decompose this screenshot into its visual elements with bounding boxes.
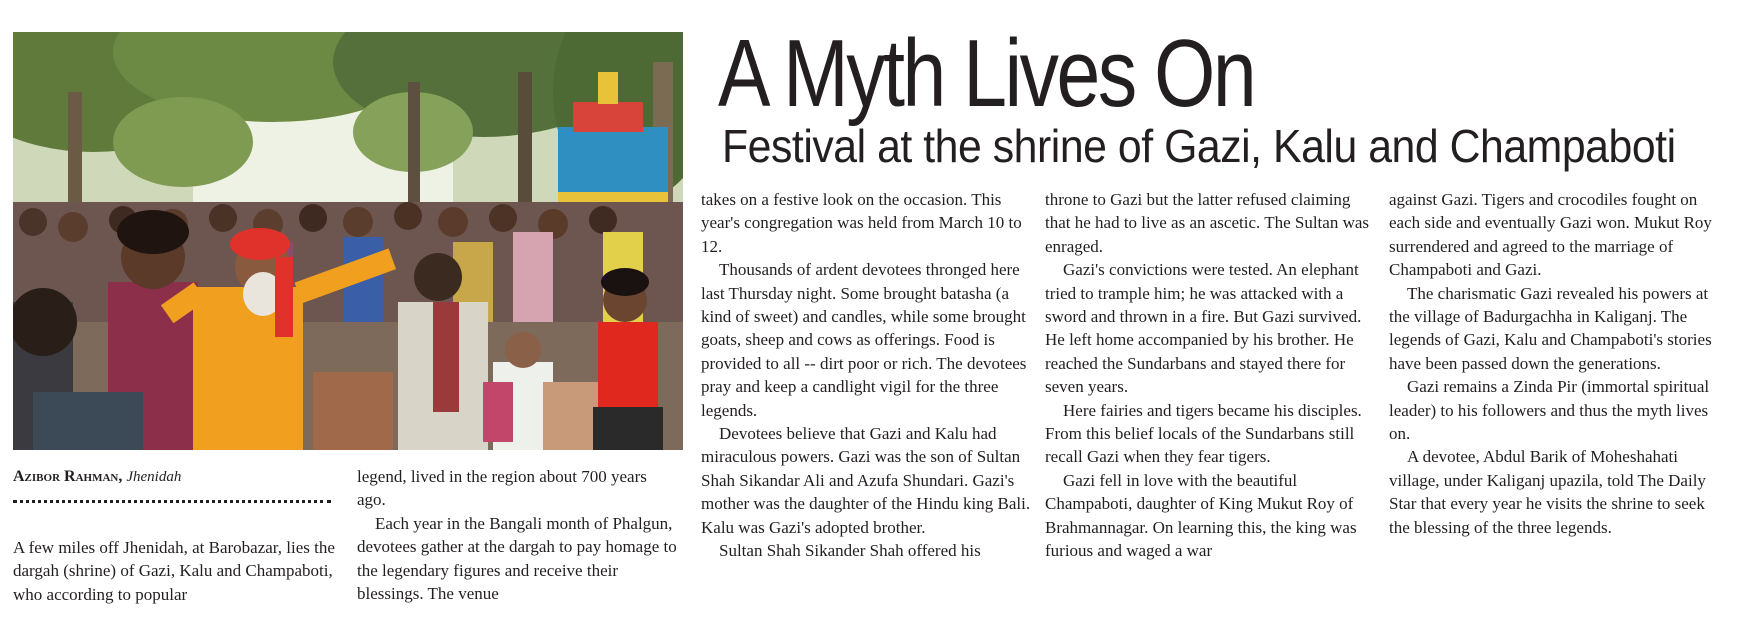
paragraph: takes on a festive look on the occasion. This year's congregation was held from March 10 to 12. — [701, 190, 1022, 256]
paragraph: A few miles off Jhenidah, at Barobazar, lies the dargah (shrine) of Gazi, Kalu and Champaboti, who according to popular — [13, 538, 335, 604]
byline-divider — [13, 500, 331, 503]
paragraph: Each year in the Bangali month of Phalgun, devotees gather at the dargah to pay homage to the legendary figures and receive their blessings. The venue — [357, 513, 677, 604]
paragraph: Thousands of ardent devotees thronged here last Thursday night. Some brought batasha (a kind of sweet) and candles, while some brought goats, sheep and cows as offerings. Food is provided to all -- dirt poor or rich. The devotees pray and keep a candlight vigil for the three legends. — [701, 260, 1027, 420]
paragraph: Here fairies and tigers became his disciples. From this belief locals of the Sundarbans still recall Gazi when they fear tigers. — [1045, 400, 1362, 467]
paragraph: A devotee, Abdul Barik of Moheshahati village, under Kaliganj upazila, told The Daily Star that every year he visits the shrine to seek the blessing of the three legends. — [1389, 447, 1706, 537]
paragraph: Sultan Shah Sikander Shah offered his — [719, 541, 981, 561]
paragraph: Gazi fell in love with the beautiful Champaboti, daughter of King Mukut Roy of Brahmannagar. On learning this, the king was furious and waged a war — [1045, 470, 1357, 561]
author-location: Jhenidah — [126, 469, 182, 485]
paragraph: Devotees believe that Gazi and Kalu had miraculous powers. Gazi was the son of Sultan Shah Sikandar Ali and Azufa Shundari. Gazi's mother was the daughter of the Hindu king Bali. Kalu was Gazi's adopted brother. — [701, 424, 1031, 537]
paragraph: Gazi remains a Zinda Pir (immortal spiritual leader) to his followers and thus the myth lives on. — [1389, 377, 1710, 444]
festival-crowd-illustration — [13, 32, 683, 450]
paragraph: Gazi's convictions were tested. An elephant tried to trample him; he was attacked with a sword and thrown in a fire. But Gazi survived. He left home accompanied by his brother. He reached the Sundarbans and stayed there for seven years. — [1045, 260, 1362, 397]
festival-photo — [13, 32, 683, 450]
article-column-4 — [1045, 188, 1375, 563]
author-name: Azibor Rahman, — [13, 468, 123, 485]
byline — [13, 466, 333, 488]
article-column-1 — [13, 536, 343, 606]
article-column-2 — [357, 465, 677, 605]
article-column-3 — [701, 188, 1031, 563]
article-column-5 — [1389, 188, 1724, 539]
paragraph: The charismatic Gazi revealed his powers at the village of Badurgachha in Kaliganj. The legends of Gazi, Kalu and Champaboti's stories have been passed down the generations. — [1389, 283, 1712, 373]
paragraph: throne to Gazi but the latter refused claiming that he had to live as an ascetic. The Sultan was enraged. — [1045, 190, 1370, 256]
headline: A Myth Lives On — [718, 20, 1255, 127]
paragraph: against Gazi. Tigers and crocodiles fought on each side and eventually Gazi won. Mukut Roy surrendered and agreed to the marriage of Champaboti and Gazi. — [1389, 190, 1712, 280]
paragraph: legend, lived in the region about 700 years ago. — [357, 467, 647, 510]
subheadline: Festival at the shrine of Gazi, Kalu and Champaboti — [722, 120, 1676, 172]
